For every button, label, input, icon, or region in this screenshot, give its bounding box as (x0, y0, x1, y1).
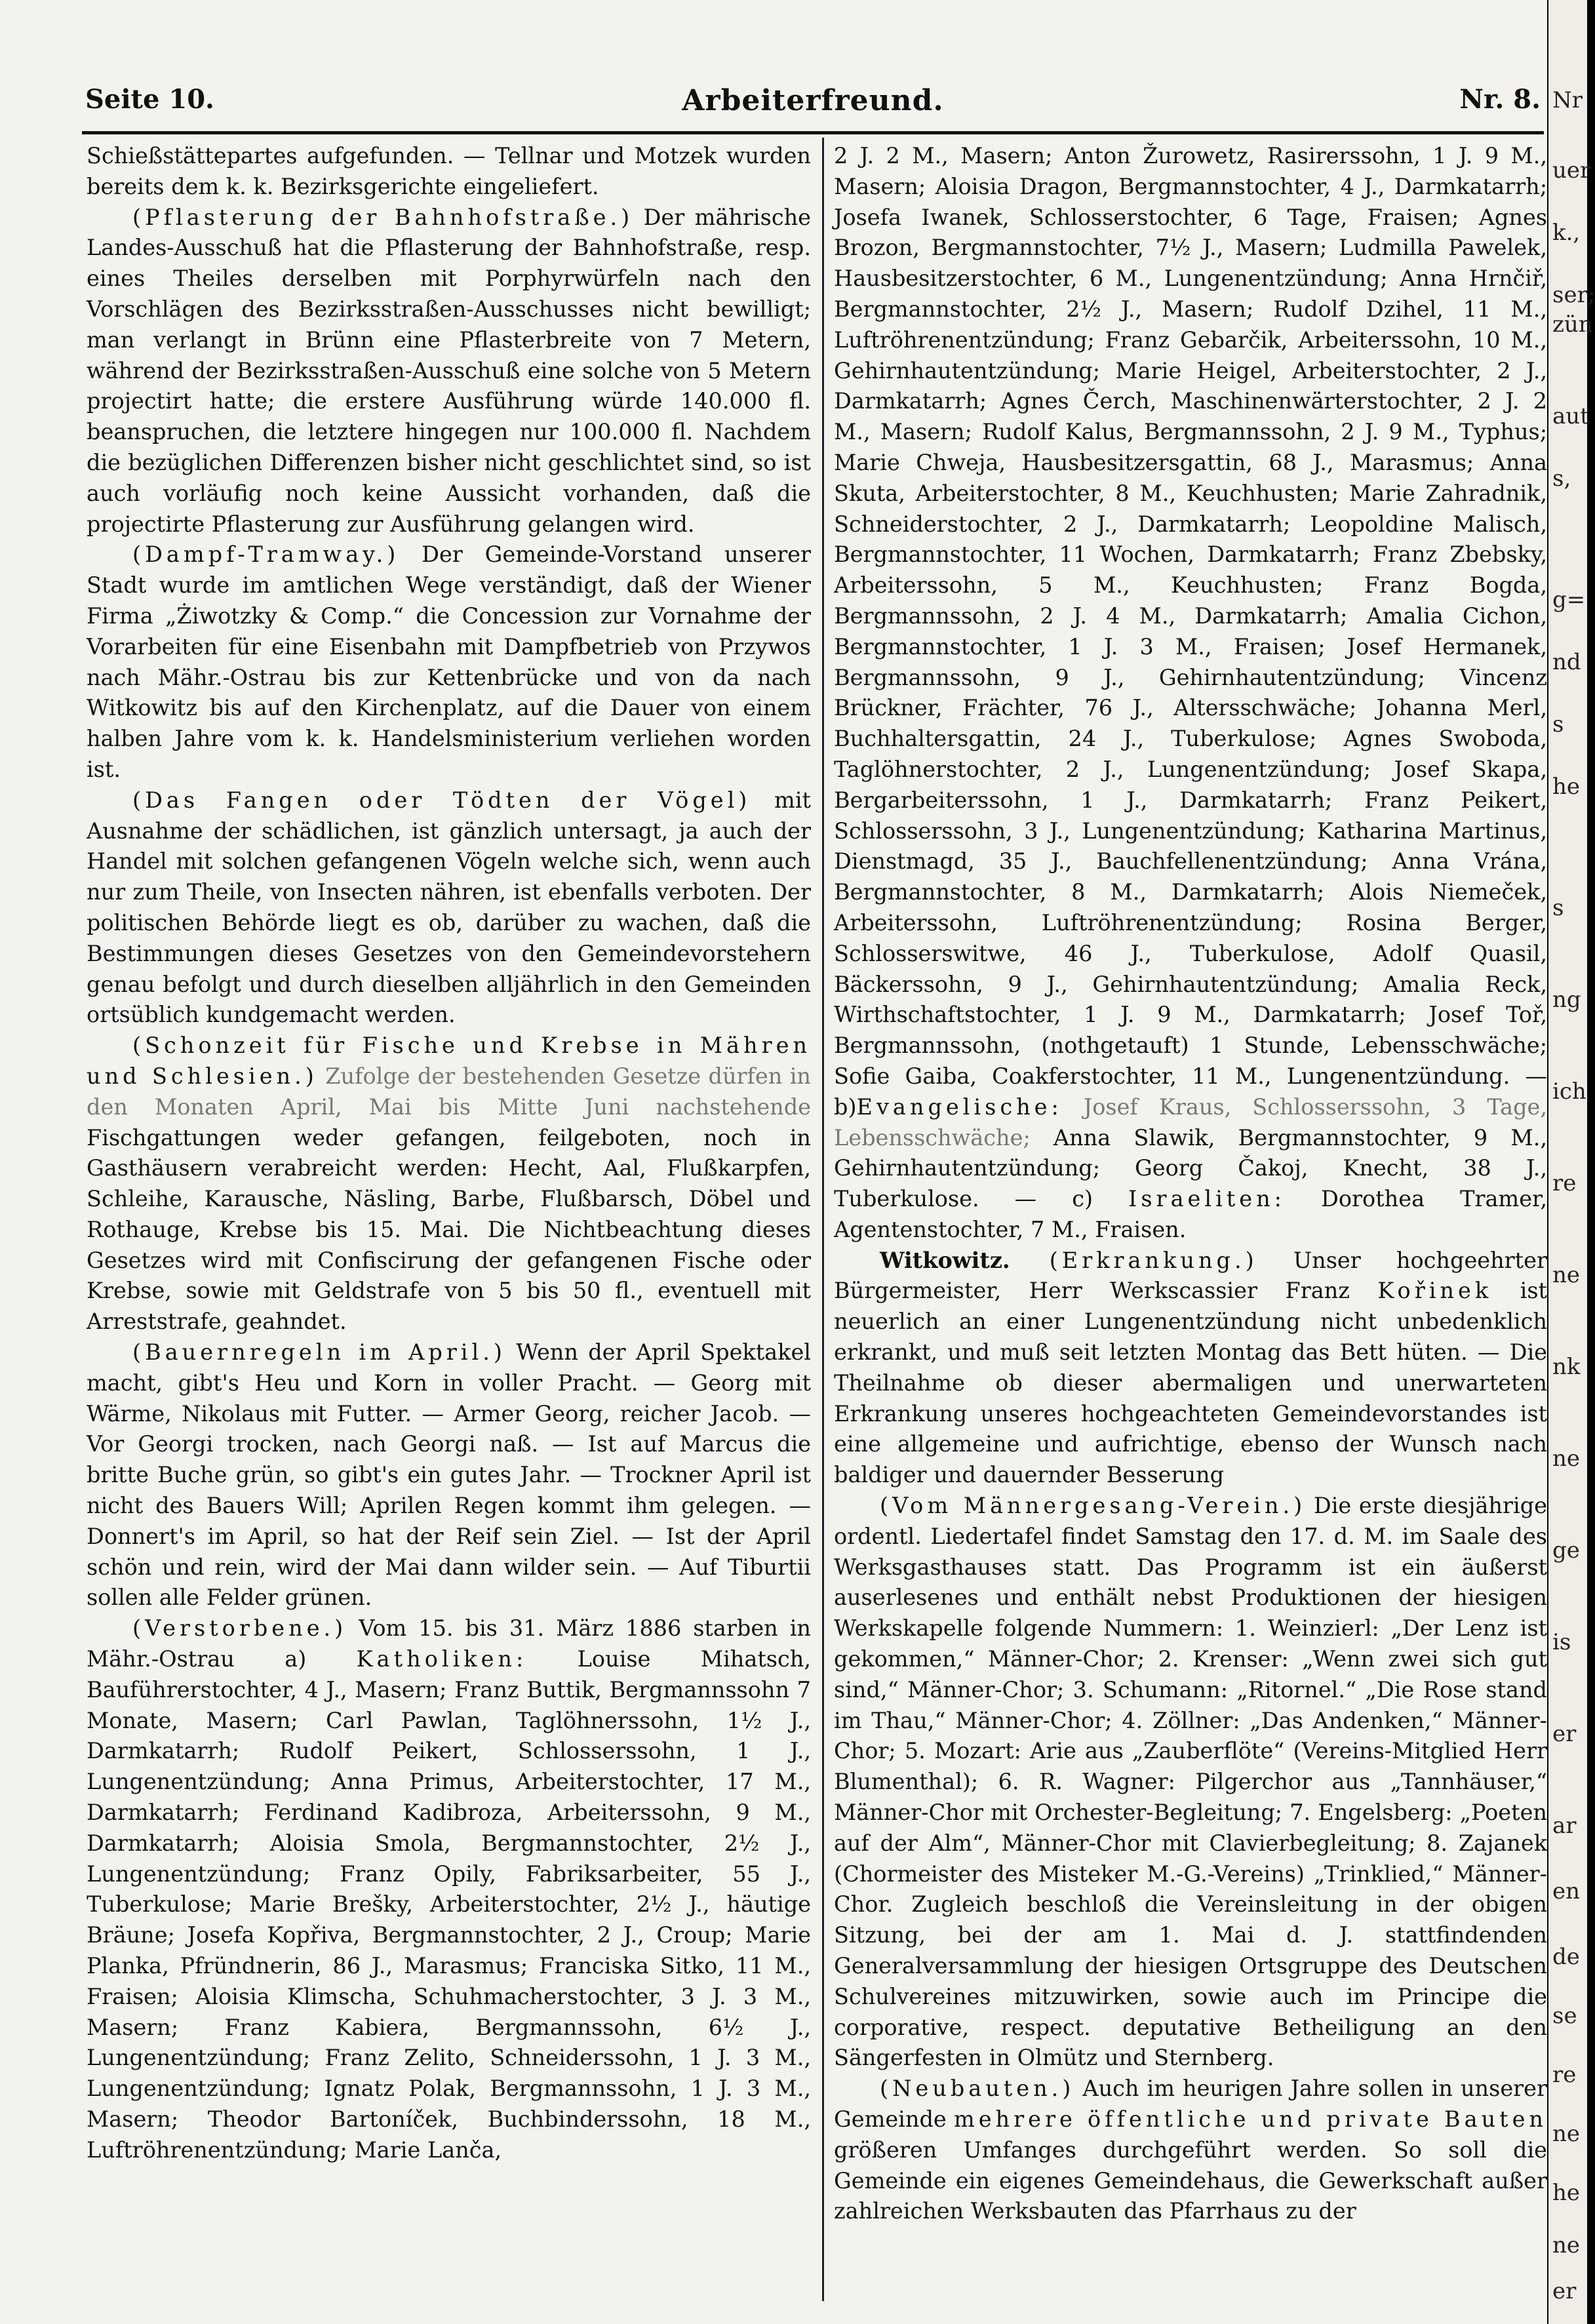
edge-fragment: re (1552, 2062, 1577, 2088)
edge-fragment: ar (1552, 1813, 1577, 1839)
article-deceased: (Verstorbene.) Vom 15. bis 31. März 1886 starben in Mähr.-Ostrau a) Katholiken: Louise Mihatsch, Bauführerstochter, 4 J., Masern; Franz Buttik, Bergmannssohn 7 Monate, Masern; Carl Pawlan, Taglöhnerssohn, 1½ J., Darmkatarrh; Rudolf Peikert, Schlosserssohn, 1 J., Lungenentzündung; Anna Primus, Arbeiterstochter, 17 M., Darmkatarrh; Ferdinand Kadibroza, Arbeiterssohn, 9 M., Darmkatarrh; Aloisia Smola, Bergmannstochter, 2½ J., Lungenentzündung; Franz Opily, Fabriksarbeiter, 55 J., Tuberkulose; Marie Brešky, Arbeiterstochter, 2½ J., häutige Bräune; Josefa Kopřiva, Bergmannstochter, 2 J., Croup; Marie Planka, Pfründnerin, 86 J., Marasmus; Franciska Sitko, 11 M., Fraisen; Aloisia Klimscha, Schuhmacherstochter, 3 J. 3 M., Masern; Franz Kabiera, Bergmannssohn, 6½ J., Lungenentzündung; Franz Zelito, Schneiderssohn, 1 J. 3 M., Lungenentzündung; Ignatz Polak, Bergmannssohn, 1 J. 3 M., Masern; Theodor Bartoníček, Buchbinderssohn, 18 M., Luftröhrenentzündung; Marie Lanča, (87, 1615, 811, 2163)
page-header (85, 84, 1541, 123)
edge-fragment: s (1552, 895, 1564, 921)
article-arrest: Schießstättepartes aufgefunden. — Tellnar und Motzek wurden bereits dem k. k. Bezirksgerichte eingeliefert. (87, 143, 811, 199)
edge-fragment: nk (1552, 1354, 1581, 1380)
edge-fragment: aut (1552, 403, 1589, 429)
edge-fragment: is (1552, 1629, 1571, 1655)
edge-fragment: ne (1552, 1262, 1581, 1288)
edge-fragment: he (1552, 774, 1581, 800)
edge-fragment: s (1552, 711, 1564, 738)
edge-fragment: k., (1552, 220, 1581, 246)
edge-fragment: uer (1552, 157, 1591, 184)
left-column (87, 141, 811, 2304)
edge-fragment: Nr (1552, 87, 1583, 113)
article-bird-protection: (Das Fangen oder Tödten der Vögel) mit Ausnahme der schädlichen, ist gänzlich untersagt, ja auch der Handel mit solchen gefangenen Vögeln welche sich, wenn auch nur zum Theile, von Insecten nähren, ist ebenfalls verboten. Der politischen Behörde liegt es ob, darüber zu wachen, daß die Bestimmungen dieses Gesetzes von den Gemeindevorstehern genau befolgt und durch dieselben alljährlich in den Gemeinden ortsüblich kundgemacht werden. (87, 787, 811, 1028)
article-street-paving: (Pflasterung der Bahnhofstraße.) Der mährische Landes-Ausschuß hat die Pflasterung der Bahnhofstraße, resp. eines Theiles derselben mit Porphyrwürfeln nach den Vorschlägen des Bezirksstraßen-Ausschusses nicht bewilligt; man verlangt in Brünn eine Pflasterbreite von 7 Metern, während der Bezirksstraßen-Ausschuß eine solche von 5 Metern projectirt hatte; die erstere Ausführung würde 140.000 fl. beanspruchen, die letztere hingegen nur 100.000 fl. Nachdem die bezüglichen Differenzen bisher nicht geschlichtet sind, so ist auch vorläufig noch keine Aussicht vorhanden, daß die projectirte Pflasterung zur Ausführung gelangen wird. (87, 204, 811, 537)
edge-fragment: er (1552, 1721, 1577, 1747)
article-deceased-continued: 2 J. 2 M., Masern; Anton Žurowetz, Rasirerssohn, 1 J. 9 M., Masern; Aloisia Dragon, Bergmannstochter, 4 J., Darmkatarrh; Josefa Iwanek, Schlosserstochter, 6 Tage, Fraisen; Agnes Brozon, Bergmannstochter, 7½ J., Masern; Ludmilla Pawelek, Hausbesitzerstochter, 6 M., Lungenentzündung; Anna Hrnčiř, Bergmannstochter, 2½ J., Masern; Rudolf Dzihel, 11 M., Luftröhrenentzündung; Franz Gebarčik, Arbeiterssohn, 10 M., Gehirnhautentzündung; Marie Heigel, Arbeiterstochter, 2 J., Darmkatarrh; Agnes Čerch, Maschinenwärterstochter, 2 J. 2 M., Masern; Rudolf Kalus, Bergmannssohn, 2 J. 9 M., Typhus; Marie Chweja, Hausbesitzersgattin, 68 J., Marasmus; Anna Skuta, Arbeiterstochter, 8 M., Keuchhusten; Marie Zahradnik, Schneiderstochter, 2 J., Darmkatarrh; Leopoldine Malisch, Bergmannstochter, 11 Wochen, Darmkatarrh; Franz Zbebsky, Arbeiterssohn, 5 M., Keuchhusten; Franz Bogda, Bergmannssohn, 2 J. 4 M., Darmkatarrh; Amalia Cichon, Bergmannstochter, 1 J. 3 M., Fraisen; Josef Hermanek, Bergmannssohn, 9 J., Gehirnhautentzündung; Vincenz Brückner, Frächter, 76 J., Altersschwäche; Johanna Merl, Buchhaltersgattin, 24 J., Tuberkulose; Agnes Swoboda, Taglöhnerstochter, 2 J., Lungenentzündung; Josef Skapa, Bergarbeiterssohn, 1 J., Darmkatarrh; Franz Peikert, Schlosserssohn, 3 J., Lungenentzündung; Katharina Martinus, Dienstmagd, 35 J., Bauchfellenentzündung; Anna Vrána, Bergmannstochter, 8 M., Darmkatarrh; Alois Niemeček, Arbeiterssohn, Luftröhrenentzündung; Rosina Berger, Schlosserswitwe, 46 J., Tuberkulose, Adolf Quasil, Bäckerssohn, 9 J., Gehirnhautentzündung; Amalia Reck, Wirthschaftstochter, 1 J. 9 M., Darmkatarrh; Josef Toř, Bergmannssohn, (nothgetauft) 1 Stunde, Lebensschwäche; Sofie Gaiba, Coakferstochter, 11 M., Lungenentzündung. — b)Evangelische: Josef Kraus, Schlosserssohn, 3 Tage, Lebensschwäche; Anna Slawik, Bergmannstochter, 9 M., Gehirnhautentzündung; Georg Čakoj, Knecht, 38 J., Tuberkulose. — c) Israeliten: Dorothea Tramer, Agentenstochter, 7 M., Fraisen. (834, 143, 1547, 1242)
edge-fragment: ne (1552, 1446, 1581, 1472)
edge-fragment: nd (1552, 649, 1581, 675)
edge-fragment: ne (1552, 2121, 1581, 2147)
article-choir-society: (Vom Männergesang-Verein.) Die erste diesjährige ordentl. Liedertafel findet Samstag den 17. d. M. im Saale des Werksgasthauses statt. Das Programm ist ein äußerst auserlesenes und enthält nebst Produktionen der hiesigen Werkskapelle folgende Nummern: 1. Weinzierl: „Der Lenz ist gekommen,“ Männer-Chor; 2. Krenser: „Wenn zwei sich gut sind,“ Männer-Chor; 3. Schumann: „Ritornel.“ „Die Rose stand im Thau,“ Männer-Chor; 4. Zöllner: „Das Andenken,“ Männer-Chor; 5. Mozart: Arie aus „Zauberflöte“ (Vereins-Mitglied Herr Blumenthal); 6. R. Wagner: Pilgerchor aus „Tannhäuser,“ Männer-Chor mit Orchester-Begleitung; 7. Engelsberg: „Poeten auf der Alm“, Männer-Chor mit Clavierbegleitung; 8. Zajanek (Chormeister des Misteker M.-G.-Vereins) „Trinklied,“ Männer-Chor. Zugleich beschloß die Vereinsleitung in der obigen Sitzung, bei der am 1. Mai d. J. stattfindenden Generalversammlung der hiesigen Ortsgruppe des Deutschen Schulvereines mitzuwirken, sowie auch im Principe die corporative, respect. deputative Betheiligung an den Sängerfesten in Olmütz und Sternberg. (834, 1493, 1547, 2071)
column-divider (822, 138, 824, 2301)
header-rule (82, 131, 1544, 134)
edge-fragment: zün (1552, 311, 1593, 338)
right-column (834, 141, 1547, 2304)
edge-fragment: de (1552, 1944, 1580, 1970)
edge-fragment: en (1552, 1878, 1581, 1904)
edge-fragment: s, (1552, 465, 1571, 492)
edge-fragment: ne (1552, 2232, 1581, 2258)
edge-fragment: he (1552, 2180, 1581, 2206)
edge-fragment: ser; (1552, 282, 1595, 308)
article-fish-closed-season: (Schonzeit für Fische und Krebse in Mähren und Schlesien.) Zufolge der bestehenden Gesetze dürfen in den Monaten April, Mai bis Mitte Juni nachstehende Fischgattungen weder gefangen, feilgeboten, noch in Gasthäusern verabreicht werden: Hecht, Aal, Flußkarpfen, Schleihe, Karausche, Näsling, Barbe, Flußbarsch, Döbel und Rothauge, Krebse bis 15. Mai. Die Nichtbeachtung dieses Gesetzes wird mit Confiscirung der gefangenen Fische oder Krebse, sowie mit Geldstrafe von 5 bis 50 fl., eventuell mit Arreststrafe, geahndet. (87, 1033, 811, 1335)
newspaper-title: Arbeiterfreund. (682, 84, 944, 117)
edge-fragment: ng (1552, 987, 1581, 1013)
article-steam-tramway: (Dampf-Tramway.) Der Gemeinde-Vorstand unserer Stadt wurde im amtlichen Wege verständigt, daß der Wiener Firma „Żiwotzky & Comp.“ die Concession zur Vornahme der Vorarbeiten für eine Eisenbahn mit Dampfbetrieb von Przywos nach Mähr.-Ostrau bis zur Kettenbrücke und von da nach Witkowitz bis auf den Kirchenplatz, auf die Dauer von einem halben Jahre vom k. k. Handelsministerium verliehen worden ist. (87, 542, 811, 782)
edge-fragment: g= (1552, 587, 1586, 613)
edge-fragment: er (1552, 2278, 1577, 2304)
edge-fragment: ge (1552, 1537, 1580, 1564)
edge-fragment: se (1552, 2003, 1577, 2029)
article-witkowitz-illness: Witkowitz. (Erkrankung.) Unser hochgeehrter Bürgermeister, Herr Werkscassier Franz Kořinek ist neuerlich an einer Lungenentzündung nicht unbedenklich erkrankt, und muß seit letzten Montag das Bett hüten. — Die Theilnahme ob dieser abermaligen und unerwarteten Erkrankung unseres hochgeachteten Gemeindevorstandes ist eine allgemeine und aufrichtige, ebenso der Wunsch nach baldiger und dauernder Besserung (834, 1247, 1547, 1488)
issue-number: Nr. 8. (1459, 84, 1541, 115)
edge-fragment: re (1552, 1170, 1577, 1196)
next-page-edge (1548, 0, 1595, 2324)
article-farmer-rules: (Bauernregeln im April.) Wenn der April Spektakel macht, gibt's Heu und Korn in voller Pracht. — Georg mit Wärme, Nikolaus mit Futter. — Armer Georg, reicher Jacob. — Vor Georgi trocken, nach Georgi naß. — Ist auf Marcus die britte Buche grün, so gibt's ein gutes Jahr. — Trockner April ist nicht des Bauers Will; Aprilen Regen kommt ihm gelegen. — Donnert's im April, so hat der Reif sein Ziel. — Ist der April schön und rein, wird der Mai dann wilder sein. — Auf Tiburtii sollen alle Felder grünen. (87, 1339, 811, 1611)
edge-fragment: ich (1552, 1078, 1586, 1105)
article-new-buildings: (Neubauten.) Auch im heurigen Jahre sollen in unserer Gemeinde mehrere öffentliche und private Bauten größeren Umfanges durchgeführt werden. So soll die Gemeinde ein eigenes Gemeindehaus, die Gewerkschaft außer zahlreichen Werksbauten das Pfarrhaus zu der (834, 2076, 1548, 2224)
page-number: Seite 10. (85, 84, 214, 115)
